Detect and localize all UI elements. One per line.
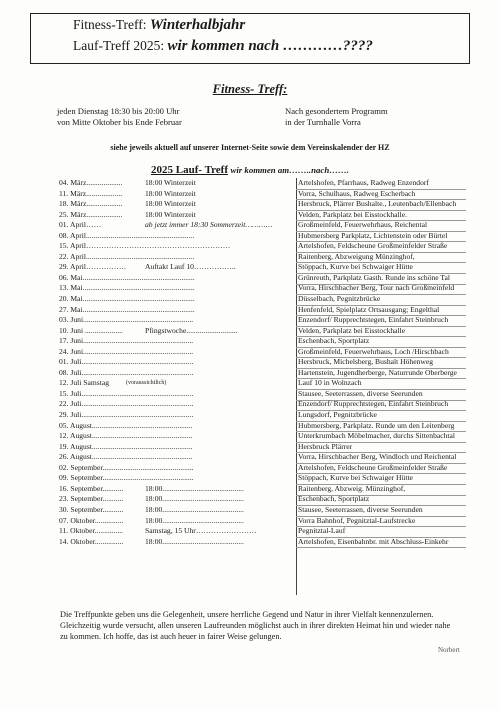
schedule-row <box>0 252 500 263</box>
row-location: Stausee, Seeterrassen, diverse Seerunden <box>298 504 423 514</box>
schedule-row <box>0 421 500 432</box>
row-location: Stausee, Seeterrassen, diverse Seerunden <box>298 388 423 398</box>
row-date: 04. März................... <box>59 178 123 187</box>
header-line2-bold: wir kommen nach …………???? <box>167 38 373 54</box>
schedule-row <box>0 516 500 527</box>
fitness-schedule-right <box>285 106 388 128</box>
row-date: 15. April………………………………………………… <box>59 241 231 251</box>
row-date: 15. Juli........................................................... <box>59 388 194 398</box>
header-line1-plain: Fitness-Treff: <box>73 17 150 32</box>
row-location: Vorra, Schulhaus, Radweg Escherbach <box>298 188 416 198</box>
row-time-note: 18:00........................................... <box>145 504 244 514</box>
row-date: 30. September........... <box>59 504 124 514</box>
schedule-row <box>0 336 500 347</box>
row-date: 25. März................... <box>59 209 123 219</box>
schedule-row <box>0 494 500 505</box>
fitness-right-line1: Nach gesondertem Programm <box>285 106 388 116</box>
row-location: Unterkrumbach Möbelmacher, durchs Sittenbachtal <box>298 431 456 441</box>
schedule-row <box>0 283 500 294</box>
schedule-row <box>0 294 500 305</box>
header-line-lauf <box>73 38 373 55</box>
header-box <box>30 13 470 64</box>
row-location: Artelshofen, Feldscheune Großmeinfelder Straße <box>298 241 448 251</box>
schedule-row <box>0 410 500 421</box>
row-location: Stöppach, Kurve bei Schwaiger Hütte <box>298 262 413 272</box>
row-date: 14. Oktober............... <box>59 536 124 546</box>
row-date: 26. August..................................................... <box>59 452 193 462</box>
schedule-row <box>0 537 500 548</box>
row-date: 13. Mai........................................................... <box>59 283 195 293</box>
row-date: 12. August..................................................... <box>59 431 193 441</box>
row-location: Eschenbach, Sportplatz <box>298 494 370 504</box>
row-date: 24. Juni.......................................................... <box>59 346 194 356</box>
schedule-row <box>0 189 500 200</box>
row-location: Großmeinfeld, Feuerwehrhaus, Loch /Hirschbach <box>298 346 449 356</box>
row-time-note: 18:00 Winterzeit <box>145 188 196 198</box>
row-date: 27. Mai........................................................... <box>59 304 195 314</box>
row-location: Hubmersberg Parkplatz, Lichtenstein oder Bürtel <box>298 230 448 240</box>
row-date: 06. Mai........................................................... <box>59 272 195 282</box>
row-date: 18. März................... <box>59 199 123 209</box>
row-time-note: 18:00........................................... <box>145 483 244 493</box>
row-date: 22. April......................................................... <box>59 251 195 261</box>
row-location: Hersbruck, Plärrer Bushalte., Leutenbach/Ellenbach <box>298 199 457 209</box>
schedule-row <box>0 241 500 252</box>
row-location: Vorra, Hirschbacher Berg, Tour nach Großmeinfeld <box>298 283 455 293</box>
row-location: Artelshofen, Eisenbahnbr. mit Abschluss-Einkehr <box>298 536 449 546</box>
row-time-note: 18:00 Winterzeit <box>145 199 196 209</box>
schedule-row <box>0 452 500 463</box>
schedule-row <box>0 262 500 273</box>
row-time-note: 18:00........................................... <box>145 494 244 504</box>
schedule-row <box>0 442 500 453</box>
schedule-row <box>0 315 500 326</box>
schedule-row <box>0 431 500 442</box>
row-date: 11. Oktober............... <box>59 526 124 536</box>
fitness-left-line2: von Mitte Oktober bis Ende Februar <box>57 117 182 127</box>
row-date: 07. Oktober............... <box>59 515 124 525</box>
row-location: Stöppach, Kurve bei Schwaiger Hütte <box>298 473 413 483</box>
row-date: 08. April......................................................... <box>59 230 195 240</box>
schedule-row <box>0 399 500 410</box>
row-location: Vorra, Hirschbacher Berg, Windloch und Reichental <box>298 452 457 462</box>
row-date: 01. April…… <box>59 220 102 230</box>
row-location: Hersbruck Plärrer <box>298 441 353 451</box>
row-location: Eschenbach, Sportplatz <box>298 336 370 346</box>
schedule-row <box>0 378 500 389</box>
row-date: 02. September................................................ <box>59 462 194 472</box>
row-date: 08. Juli........................................................... <box>59 367 194 377</box>
header-line2-plain: Lauf-Treff 2025: <box>73 38 168 53</box>
schedule-row <box>0 368 500 379</box>
row-date: 20. Mai........................................................... <box>59 294 195 304</box>
row-location: Enzendorf/ Rupprechtstegen, Einfahrt Steinbruch <box>298 315 449 325</box>
row-time-note: ab jetzt immer 18:30 Sommerzeit………… <box>145 220 273 230</box>
table-row-divider <box>296 547 466 548</box>
row-location: Großmeinfeld, Feuerwehrhaus, Reichental <box>298 220 428 230</box>
schedule-row <box>0 389 500 400</box>
row-date: 22. Juli........................................................... <box>59 399 194 409</box>
row-date: 19. August..................................................... <box>59 441 193 451</box>
schedule-row <box>0 526 500 537</box>
schedule-row <box>0 199 500 210</box>
row-location: Velden, Parkplatz bei Eisstockhalle <box>298 325 406 335</box>
fitness-title: Fitness- Treff: <box>212 82 288 96</box>
row-location: Enzendorf/ Rupprechtstegen, Einfahrt Steinbruch <box>298 399 449 409</box>
row-time-note: 18:00 Winterzeit <box>145 209 196 219</box>
row-location: Hartenstein, Jugendherberge, Naturrunde Oberberge <box>298 367 457 377</box>
schedule-row <box>0 473 500 484</box>
row-location: Pegnitztal-Lauf <box>298 526 346 536</box>
row-location: Vorra Bahnhof, Pegnitztal-Laufstrecke <box>298 515 416 525</box>
row-time-note: 18:00 Winterzeit <box>145 178 196 187</box>
signature: Norbert <box>438 646 460 654</box>
row-date: 29. Juli........................................................... <box>59 410 194 420</box>
schedule-row <box>0 273 500 284</box>
row-date: 23. September........... <box>59 494 124 504</box>
row-location: Düsselbach, Pegnitzbrücke <box>298 294 381 304</box>
row-date: 03. Juni.......................................................... <box>59 315 194 325</box>
schedule-row <box>0 210 500 221</box>
row-location: Artelshofen, Pfarrhaus, Radweg Enzendorf <box>298 178 429 187</box>
lauftreff-heading <box>0 164 500 176</box>
row-location: Lungsdorf, Pegnitzbrücke <box>298 410 377 420</box>
schedule-row <box>0 505 500 516</box>
internet-notice: siehe jeweils aktuell auf unserer Internet-Seite sowie dem Vereinskalender der HZ <box>110 143 390 152</box>
schedule-row <box>0 326 500 337</box>
schedule-row <box>0 463 500 474</box>
row-location: Raitenberg, Abzweig. Münzinghof, <box>298 483 406 493</box>
row-time-note: Samstag, 15 Uhr…………………… <box>145 526 257 536</box>
header-line-fitness <box>73 17 245 34</box>
row-date: 17. Juni.......................................................... <box>59 336 194 346</box>
row-location: Raitenberg, Abzweigung Münzinghof, <box>298 251 415 261</box>
row-time-note: Pfingstwoche........................... <box>145 325 238 335</box>
row-location: Grünreuth, Parkplatz Gasth. Runde ins schöne Tal <box>298 272 451 282</box>
lauftreff-subtitle: wir kommen am……..nach……. <box>230 165 350 175</box>
row-location: Velden, Parkplatz bei Eisstockhalle. <box>298 209 408 219</box>
schedule-row <box>0 305 500 316</box>
row-time-note: Auftakt Lauf 10…………….. <box>145 262 236 272</box>
row-date: 11. März................... <box>59 188 123 198</box>
row-date: 09. September................................................ <box>59 473 194 483</box>
row-date: 29. April……………. <box>59 262 126 272</box>
row-location: Hubmersberg, Parkplatz. Runde um den Leitenberg <box>298 420 455 430</box>
schedule-table <box>0 178 500 547</box>
row-note: (voraussichtlich) <box>126 380 167 387</box>
schedule-row <box>0 178 500 189</box>
row-location: Lauf 10 in Wolnzach <box>298 378 362 388</box>
fitness-schedule-left <box>57 106 182 128</box>
row-location: Henfenfeld, Spielplatz Ortsausgang; Engelthal <box>298 304 440 314</box>
schedule-row <box>0 347 500 358</box>
row-date: 10. Juni .................... <box>59 325 123 335</box>
schedule-row <box>0 231 500 242</box>
fitness-left-line1: jeden Dienstag 18:30 bis 20:00 Uhr <box>57 106 180 116</box>
row-date: 01. Juli........................................................... <box>59 357 194 367</box>
footer-text: Die Treffpunkte geben uns die Gelegenheit, unsere herrliche Gegend und Natur in ihrer Vielfalt kennenzulernen. Gleichzeitig wurde versucht, allen unseren Laufreunden möglichst auch in ihrer direkten Heimat hin und wieder nahe zu kommen. Ich hoffe, das ist auch heuer in fairer Weise gelungen. <box>60 610 451 642</box>
row-location: Artelshofen, Feldscheune Großmeinfelder Straße <box>298 462 448 472</box>
schedule-row <box>0 484 500 495</box>
header-line1-bold: Winterhalbjahr <box>149 17 246 33</box>
fitness-right-line2: in der Turnhalle Vorra <box>285 117 361 127</box>
schedule-row <box>0 357 500 368</box>
row-date: 12. Juli Samstag <box>59 378 109 388</box>
row-time-note: 18:00........................................... <box>145 515 244 525</box>
row-location: Hersbruck, Michelsberg, Bushalt Höhenweg <box>298 357 434 367</box>
lauftreff-title: 2025 Lauf- Treff <box>150 164 228 176</box>
row-time-note: 18:00........................................... <box>145 536 244 546</box>
row-date: 16. September........... <box>59 483 124 493</box>
schedule-row <box>0 220 500 231</box>
row-date: 05. August..................................................... <box>59 420 193 430</box>
